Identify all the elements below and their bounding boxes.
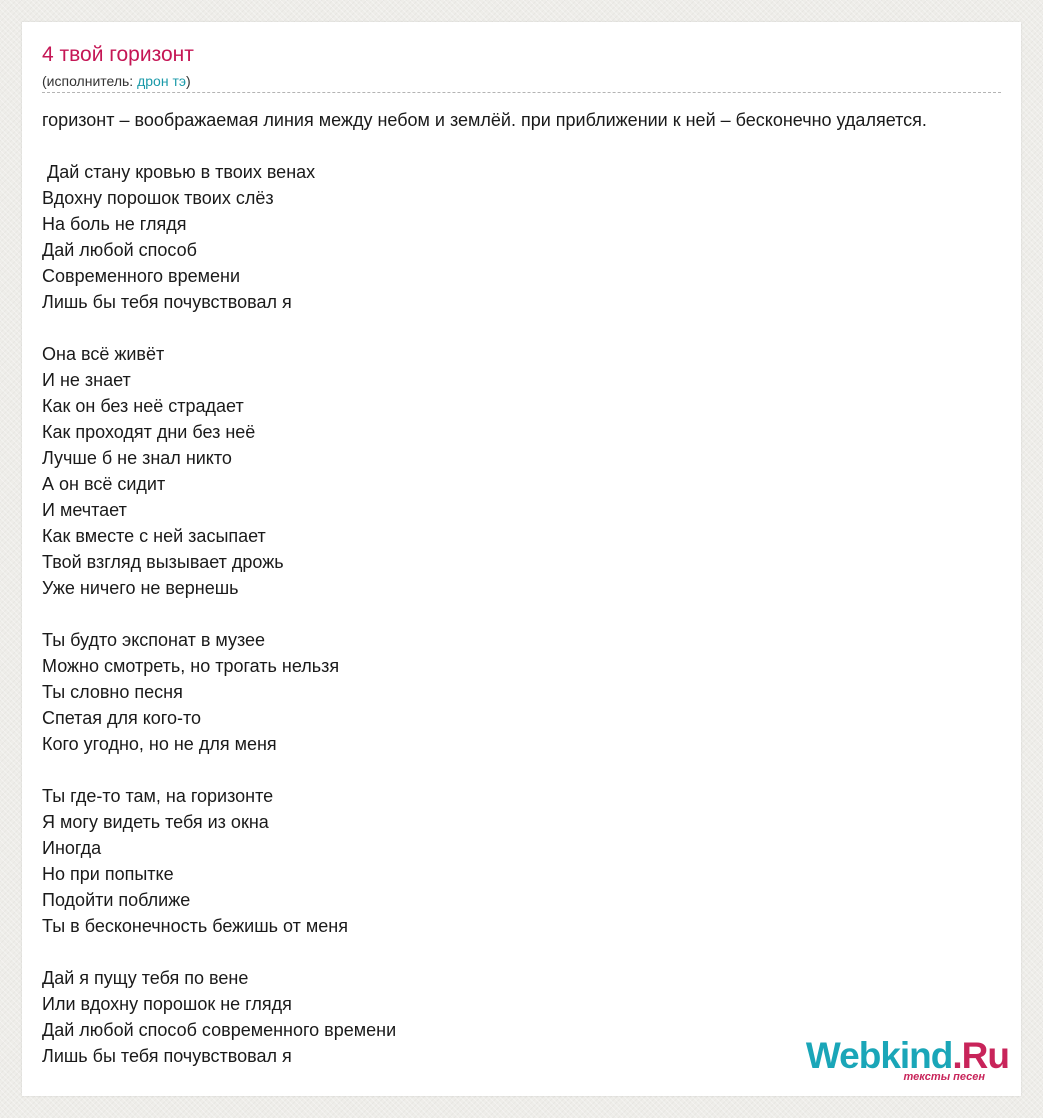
lyric-line: Уже ничего не вернешь <box>42 578 239 598</box>
lyric-line: Дай любой способ <box>42 240 197 260</box>
lyric-line: Дай я пущу тебя по вене <box>42 968 249 988</box>
lyrics-body <box>42 159 396 1095</box>
logo-main-text: Webkind <box>805 1035 953 1076</box>
lyric-line: Ты в бесконечность бежишь от меня <box>42 916 348 936</box>
lyric-line: Или вдохну порошок не глядя <box>42 994 292 1014</box>
lyric-line: Иногда <box>42 838 102 858</box>
intro-text: горизонт – воображаемая линия между небом и землёй. при приближении к ней – бесконечно удаляется. <box>42 110 927 130</box>
lyric-line: И не знает <box>42 370 131 390</box>
lyric-line: Лучше б не знал никто <box>42 448 232 468</box>
lyric-line: Как вместе с ней засыпает <box>42 526 266 546</box>
lyric-line: Кого угодно, но не для меня <box>42 734 277 754</box>
lyric-line: Можно смотреть, но трогать нельзя <box>42 656 340 676</box>
site-logo[interactable] <box>805 1035 1009 1084</box>
lyric-stanza <box>42 783 396 939</box>
lyric-stanza <box>42 627 396 757</box>
logo-tld: .Ru <box>952 1035 1009 1076</box>
lyric-line: Ты словно песня <box>42 682 183 702</box>
lyric-line: Дай стану кровью в твоих венах <box>42 162 316 182</box>
lyric-line: Как проходят дни без неё <box>42 422 256 442</box>
lyric-line: А он всё сидит <box>42 474 166 494</box>
lyric-line: Вдохну порошок твоих слёз <box>42 188 274 208</box>
lyric-line: Как он без неё страдает <box>42 396 244 416</box>
artist-suffix: ) <box>186 73 191 89</box>
lyric-line: На боль не глядя <box>42 214 187 234</box>
lyric-line: Ты где-то там, на горизонте <box>42 786 274 806</box>
logo-tagline: тексты песен <box>903 1071 985 1083</box>
artist-line <box>42 73 191 89</box>
lyric-line: Спетая для кого-то <box>42 708 202 728</box>
lyric-line: Она всё живёт <box>42 344 165 364</box>
artist-link[interactable]: дрон тэ <box>137 73 187 89</box>
lyric-line: Современного времени <box>42 266 241 286</box>
lyrics-card <box>22 22 1021 1096</box>
lyric-stanza <box>42 341 396 601</box>
lyric-line: Но при попытке <box>42 864 174 884</box>
lyric-stanza <box>42 965 396 1069</box>
lyric-line: Ты будто экспонат в музее <box>42 630 266 650</box>
lyric-line: Дай любой способ современного времени <box>42 1020 397 1040</box>
lyric-stanza <box>42 159 396 315</box>
title-divider <box>42 92 1001 93</box>
lyric-line: Я могу видеть тебя из окна <box>42 812 269 832</box>
lyric-line: И мечтает <box>42 500 127 520</box>
lyric-line: Подойти поближе <box>42 890 191 910</box>
logo-wordmark <box>806 1036 1009 1076</box>
lyric-line: Лишь бы тебя почувствовал я <box>42 1046 292 1066</box>
artist-prefix: (исполнитель: <box>42 73 138 89</box>
song-title: 4 твой горизонт <box>42 43 194 66</box>
lyric-line: Твой взгляд вызывает дрожь <box>42 552 284 572</box>
lyric-line: Лишь бы тебя почувствовал я <box>42 292 292 312</box>
